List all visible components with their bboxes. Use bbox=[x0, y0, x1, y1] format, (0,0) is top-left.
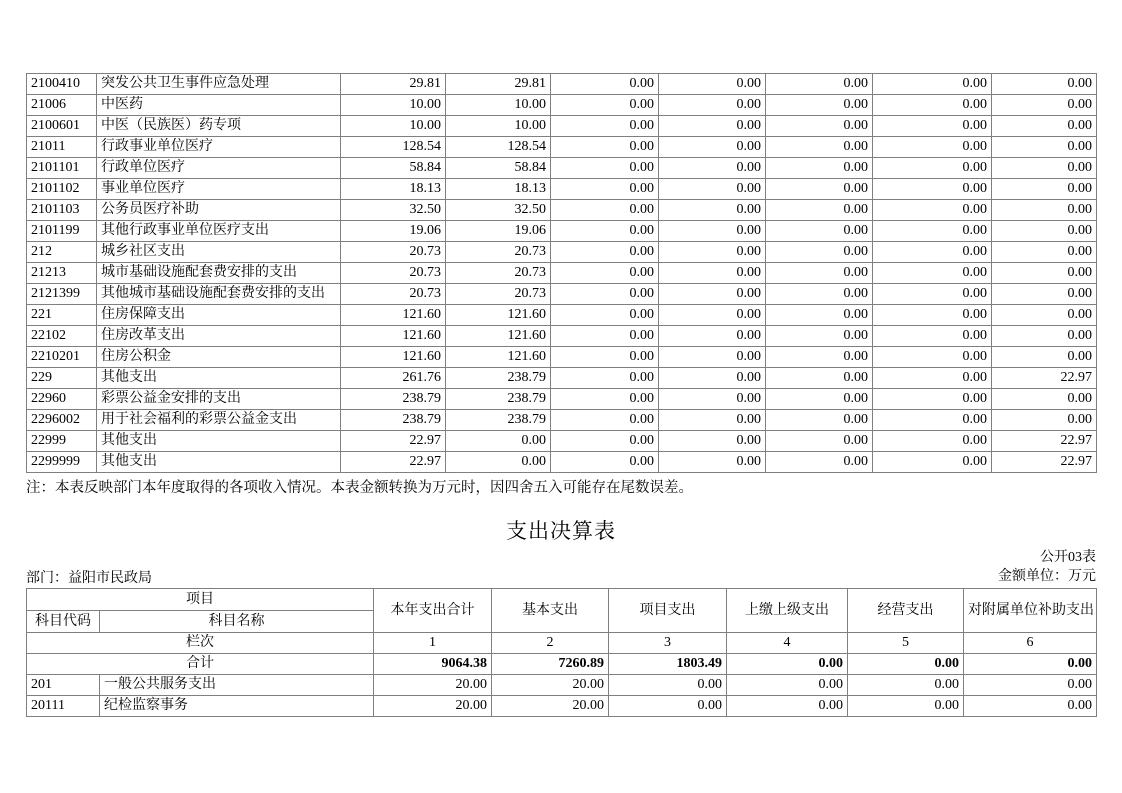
cell-amount: 0.00 bbox=[766, 179, 873, 200]
cell-amount: 22.97 bbox=[992, 452, 1097, 473]
cell-amount: 261.76 bbox=[341, 368, 446, 389]
cell-amount: 0.00 bbox=[551, 410, 659, 431]
cell-subject-name: 住房公积金 bbox=[97, 347, 341, 368]
cell-amount: 10.00 bbox=[341, 116, 446, 137]
cell-amount: 238.79 bbox=[341, 389, 446, 410]
cell-amount: 0.00 bbox=[659, 326, 766, 347]
cell-amount: 0.00 bbox=[766, 368, 873, 389]
cell-amount: 0.00 bbox=[766, 116, 873, 137]
cell-amount: 238.79 bbox=[446, 410, 551, 431]
cell-amount: 0.00 bbox=[992, 179, 1097, 200]
cell-amount: 0.00 bbox=[766, 410, 873, 431]
cell-subject-name: 城乡社区支出 bbox=[97, 242, 341, 263]
cell-amount: 0.00 bbox=[659, 158, 766, 179]
cell-amount: 0.00 bbox=[446, 452, 551, 473]
cell-amount: 0.00 bbox=[766, 326, 873, 347]
cell-amount: 20.73 bbox=[446, 242, 551, 263]
cell-subject-code: 22960 bbox=[27, 389, 97, 410]
cell-subject-name: 其他支出 bbox=[97, 452, 341, 473]
cell-amount: 0.00 bbox=[766, 389, 873, 410]
cell-amount: 238.79 bbox=[446, 389, 551, 410]
cell-amount: 0.00 bbox=[551, 221, 659, 242]
cell-amount: 0.00 bbox=[964, 696, 1097, 717]
cell-amount: 58.84 bbox=[341, 158, 446, 179]
cell-amount: 0.00 bbox=[873, 179, 992, 200]
cell-subject-code: 21213 bbox=[27, 263, 97, 284]
cell-amount: 0.00 bbox=[659, 95, 766, 116]
cell-amount: 0.00 bbox=[766, 221, 873, 242]
cell-amount: 32.50 bbox=[446, 200, 551, 221]
cell-subject-code: 2100410 bbox=[27, 74, 97, 95]
cell-amount: 0.00 bbox=[659, 284, 766, 305]
cell-subject-name: 突发公共卫生事件应急处理 bbox=[97, 74, 341, 95]
cell-amount: 0.00 bbox=[551, 263, 659, 284]
cell-amount: 0.00 bbox=[446, 431, 551, 452]
cell-amount: 0.00 bbox=[992, 410, 1097, 431]
cell-amount: 0.00 bbox=[992, 347, 1097, 368]
table-code-label: 公开03表 bbox=[1040, 550, 1096, 565]
cell-amount: 0.00 bbox=[659, 389, 766, 410]
cell-amount: 0.00 bbox=[992, 284, 1097, 305]
cell-amount: 20.00 bbox=[374, 675, 492, 696]
cell-amount: 22.97 bbox=[341, 452, 446, 473]
cell-amount: 0.00 bbox=[992, 74, 1097, 95]
cell-amount: 0.00 bbox=[551, 95, 659, 116]
cell-amount: 18.13 bbox=[341, 179, 446, 200]
cell-subject-code: 201 bbox=[27, 675, 100, 696]
lanci-number: 3 bbox=[609, 633, 727, 654]
cell-subject-code: 20111 bbox=[27, 696, 100, 717]
cell-amount: 0.00 bbox=[873, 137, 992, 158]
cell-amount: 0.00 bbox=[551, 389, 659, 410]
cell-subject-name: 用于社会福利的彩票公益金支出 bbox=[97, 410, 341, 431]
cell-amount: 238.79 bbox=[341, 410, 446, 431]
table-row bbox=[27, 410, 1097, 431]
cell-amount: 0.00 bbox=[659, 431, 766, 452]
table-row bbox=[27, 284, 1097, 305]
cell-amount: 0.00 bbox=[551, 116, 659, 137]
cell-amount: 0.00 bbox=[551, 74, 659, 95]
cell-amount: 0.00 bbox=[659, 263, 766, 284]
cell-amount: 0.00 bbox=[659, 74, 766, 95]
cell-amount: 121.60 bbox=[341, 347, 446, 368]
cell-subject-name: 事业单位医疗 bbox=[97, 179, 341, 200]
cell-amount: 19.06 bbox=[341, 221, 446, 242]
cell-amount: 0.00 bbox=[873, 305, 992, 326]
cell-subject-name: 住房保障支出 bbox=[97, 305, 341, 326]
cell-amount: 0.00 bbox=[873, 410, 992, 431]
total-value: 0.00 bbox=[848, 654, 964, 675]
cell-subject-name: 公务员医疗补助 bbox=[97, 200, 341, 221]
cell-amount: 121.60 bbox=[446, 347, 551, 368]
cell-amount: 238.79 bbox=[446, 368, 551, 389]
cell-amount: 0.00 bbox=[659, 137, 766, 158]
table-row bbox=[27, 179, 1097, 200]
cell-amount: 0.00 bbox=[551, 326, 659, 347]
lanci-number: 6 bbox=[964, 633, 1097, 654]
cell-amount: 20.73 bbox=[341, 242, 446, 263]
cell-amount: 0.00 bbox=[873, 200, 992, 221]
table-row bbox=[27, 431, 1097, 452]
cell-amount: 0.00 bbox=[551, 200, 659, 221]
cell-amount: 0.00 bbox=[659, 179, 766, 200]
table-row bbox=[27, 116, 1097, 137]
cell-amount: 0.00 bbox=[848, 675, 964, 696]
cell-subject-name: 其他支出 bbox=[97, 368, 341, 389]
cell-amount: 0.00 bbox=[992, 221, 1097, 242]
cell-amount: 20.73 bbox=[341, 284, 446, 305]
cell-amount: 128.54 bbox=[341, 137, 446, 158]
cell-subject-code: 2296002 bbox=[27, 410, 97, 431]
cell-subject-name: 其他城市基础设施配套费安排的支出 bbox=[97, 284, 341, 305]
table-row bbox=[27, 74, 1097, 95]
cell-amount: 0.00 bbox=[992, 326, 1097, 347]
cell-amount: 0.00 bbox=[873, 221, 992, 242]
cell-amount: 0.00 bbox=[873, 347, 992, 368]
table-row bbox=[27, 137, 1097, 158]
cell-amount: 0.00 bbox=[766, 158, 873, 179]
cell-amount: 0.00 bbox=[992, 200, 1097, 221]
cell-amount: 20.73 bbox=[446, 263, 551, 284]
cell-amount: 0.00 bbox=[873, 95, 992, 116]
table-row bbox=[27, 305, 1097, 326]
cell-amount: 0.00 bbox=[551, 305, 659, 326]
cell-subject-name: 中医药 bbox=[97, 95, 341, 116]
cell-subject-code: 21006 bbox=[27, 95, 97, 116]
cell-amount: 0.00 bbox=[766, 347, 873, 368]
cell-amount: 0.00 bbox=[727, 696, 848, 717]
cell-amount: 128.54 bbox=[446, 137, 551, 158]
total-row bbox=[27, 654, 1097, 675]
cell-amount: 0.00 bbox=[551, 242, 659, 263]
cell-amount: 0.00 bbox=[992, 95, 1097, 116]
cell-subject-code: 212 bbox=[27, 242, 97, 263]
total-value: 9064.38 bbox=[374, 654, 492, 675]
total-value: 7260.89 bbox=[492, 654, 609, 675]
cell-amount: 0.00 bbox=[766, 452, 873, 473]
total-value: 0.00 bbox=[727, 654, 848, 675]
table-row bbox=[27, 696, 1097, 717]
table-row bbox=[27, 452, 1097, 473]
cell-amount: 20.73 bbox=[341, 263, 446, 284]
cell-subject-name: 其他行政事业单位医疗支出 bbox=[97, 221, 341, 242]
cell-amount: 0.00 bbox=[727, 675, 848, 696]
cell-amount: 0.00 bbox=[659, 242, 766, 263]
cell-amount: 0.00 bbox=[766, 137, 873, 158]
table-row bbox=[27, 389, 1097, 410]
total-value: 1803.49 bbox=[609, 654, 727, 675]
cell-amount: 0.00 bbox=[766, 242, 873, 263]
income-table bbox=[26, 73, 1097, 473]
cell-subject-name: 行政事业单位医疗 bbox=[97, 137, 341, 158]
cell-amount: 0.00 bbox=[992, 263, 1097, 284]
cell-subject-name: 其他支出 bbox=[97, 431, 341, 452]
cell-amount: 10.00 bbox=[446, 116, 551, 137]
lanci-number: 2 bbox=[492, 633, 609, 654]
cell-amount: 0.00 bbox=[873, 431, 992, 452]
cell-amount: 0.00 bbox=[873, 389, 992, 410]
cell-subject-name: 彩票公益金安排的支出 bbox=[97, 389, 341, 410]
cell-amount: 22.97 bbox=[341, 431, 446, 452]
cell-amount: 0.00 bbox=[551, 137, 659, 158]
cell-amount: 0.00 bbox=[551, 431, 659, 452]
cell-amount: 0.00 bbox=[766, 74, 873, 95]
cell-amount: 0.00 bbox=[992, 242, 1097, 263]
cell-amount: 0.00 bbox=[659, 116, 766, 137]
cell-amount: 0.00 bbox=[766, 95, 873, 116]
header-subject-code: 科目代码 bbox=[27, 611, 100, 633]
table-note: 注：本表反映部门本年度取得的各项收入情况。本表金额转换为万元时，因四舍五入可能存在尾数误差。 bbox=[26, 480, 693, 496]
cell-subject-code: 2101101 bbox=[27, 158, 97, 179]
cell-amount: 0.00 bbox=[551, 347, 659, 368]
cell-amount: 0.00 bbox=[551, 284, 659, 305]
lanci-number: 5 bbox=[848, 633, 964, 654]
department-label: 部门：益阳市民政局 bbox=[26, 571, 152, 586]
cell-amount: 20.73 bbox=[446, 284, 551, 305]
cell-amount: 0.00 bbox=[873, 368, 992, 389]
cell-amount: 0.00 bbox=[992, 116, 1097, 137]
cell-subject-code: 2121399 bbox=[27, 284, 97, 305]
cell-amount: 121.60 bbox=[341, 305, 446, 326]
income-table-body bbox=[27, 74, 1097, 473]
table-row bbox=[27, 158, 1097, 179]
cell-amount: 0.00 bbox=[551, 158, 659, 179]
cell-amount: 0.00 bbox=[659, 200, 766, 221]
header-col-total: 本年支出合计 bbox=[374, 589, 492, 633]
total-value: 0.00 bbox=[964, 654, 1097, 675]
cell-amount: 0.00 bbox=[659, 221, 766, 242]
cell-amount: 0.00 bbox=[551, 452, 659, 473]
total-label: 合计 bbox=[27, 654, 374, 675]
cell-amount: 18.13 bbox=[446, 179, 551, 200]
cell-amount: 0.00 bbox=[766, 263, 873, 284]
cell-amount: 0.00 bbox=[766, 305, 873, 326]
cell-amount: 0.00 bbox=[766, 284, 873, 305]
header-col-subsidy: 对附属单位补助支出 bbox=[964, 589, 1097, 633]
table-row bbox=[27, 200, 1097, 221]
header-col-upper: 上缴上级支出 bbox=[727, 589, 848, 633]
lanci-number: 4 bbox=[727, 633, 848, 654]
cell-amount: 22.97 bbox=[992, 431, 1097, 452]
cell-amount: 0.00 bbox=[873, 263, 992, 284]
table-row bbox=[27, 221, 1097, 242]
cell-subject-code: 2100601 bbox=[27, 116, 97, 137]
cell-amount: 121.60 bbox=[341, 326, 446, 347]
unit-label: 金额单位：万元 bbox=[998, 569, 1096, 584]
cell-amount: 0.00 bbox=[873, 116, 992, 137]
table-row bbox=[27, 675, 1097, 696]
cell-amount: 19.06 bbox=[446, 221, 551, 242]
cell-amount: 0.00 bbox=[873, 242, 992, 263]
cell-subject-name: 城市基础设施配套费安排的支出 bbox=[97, 263, 341, 284]
cell-amount: 0.00 bbox=[659, 452, 766, 473]
lanci-label: 栏次 bbox=[27, 633, 374, 654]
cell-amount: 0.00 bbox=[766, 431, 873, 452]
table-row bbox=[27, 368, 1097, 389]
cell-amount: 0.00 bbox=[992, 389, 1097, 410]
header-col-operating: 经营支出 bbox=[848, 589, 964, 633]
cell-subject-code: 2101199 bbox=[27, 221, 97, 242]
page-title: 支出决算表 bbox=[506, 519, 616, 543]
expenditure-table-body bbox=[27, 675, 1097, 717]
header-row-project bbox=[27, 589, 1097, 611]
cell-amount: 0.00 bbox=[659, 305, 766, 326]
cell-amount: 10.00 bbox=[341, 95, 446, 116]
expenditure-table bbox=[26, 588, 1097, 717]
cell-subject-name: 住房改革支出 bbox=[97, 326, 341, 347]
lanci-row bbox=[27, 633, 1097, 654]
cell-amount: 0.00 bbox=[964, 675, 1097, 696]
cell-amount: 0.00 bbox=[848, 696, 964, 717]
header-col-project-exp: 项目支出 bbox=[609, 589, 727, 633]
cell-subject-code: 2210201 bbox=[27, 347, 97, 368]
cell-subject-name: 一般公共服务支出 bbox=[100, 675, 374, 696]
cell-amount: 0.00 bbox=[992, 137, 1097, 158]
cell-amount: 0.00 bbox=[992, 158, 1097, 179]
cell-amount: 121.60 bbox=[446, 305, 551, 326]
cell-subject-code: 22102 bbox=[27, 326, 97, 347]
cell-amount: 0.00 bbox=[609, 675, 727, 696]
lanci-number: 1 bbox=[374, 633, 492, 654]
cell-amount: 0.00 bbox=[609, 696, 727, 717]
cell-amount: 0.00 bbox=[873, 452, 992, 473]
cell-amount: 10.00 bbox=[446, 95, 551, 116]
cell-amount: 20.00 bbox=[492, 675, 609, 696]
table-row bbox=[27, 347, 1097, 368]
cell-amount: 0.00 bbox=[551, 179, 659, 200]
cell-subject-code: 2101103 bbox=[27, 200, 97, 221]
cell-amount: 0.00 bbox=[873, 284, 992, 305]
cell-subject-name: 行政单位医疗 bbox=[97, 158, 341, 179]
cell-amount: 29.81 bbox=[341, 74, 446, 95]
cell-subject-code: 2299999 bbox=[27, 452, 97, 473]
cell-amount: 0.00 bbox=[992, 305, 1097, 326]
cell-subject-code: 2101102 bbox=[27, 179, 97, 200]
cell-amount: 0.00 bbox=[766, 200, 873, 221]
cell-subject-name: 中医（民族医）药专项 bbox=[97, 116, 341, 137]
cell-amount: 32.50 bbox=[341, 200, 446, 221]
cell-amount: 29.81 bbox=[446, 74, 551, 95]
cell-amount: 0.00 bbox=[873, 326, 992, 347]
header-subject-name: 科目名称 bbox=[100, 611, 374, 633]
table-row bbox=[27, 95, 1097, 116]
table-row bbox=[27, 263, 1097, 284]
cell-subject-code: 22999 bbox=[27, 431, 97, 452]
cell-amount: 121.60 bbox=[446, 326, 551, 347]
cell-amount: 0.00 bbox=[659, 368, 766, 389]
cell-amount: 0.00 bbox=[659, 347, 766, 368]
cell-subject-code: 229 bbox=[27, 368, 97, 389]
cell-amount: 20.00 bbox=[374, 696, 492, 717]
cell-amount: 0.00 bbox=[873, 74, 992, 95]
cell-amount: 58.84 bbox=[446, 158, 551, 179]
table-row bbox=[27, 242, 1097, 263]
cell-subject-name: 纪检监察事务 bbox=[100, 696, 374, 717]
cell-amount: 0.00 bbox=[873, 158, 992, 179]
table-row bbox=[27, 326, 1097, 347]
cell-amount: 0.00 bbox=[551, 368, 659, 389]
header-project: 项目 bbox=[27, 589, 374, 611]
header-col-basic: 基本支出 bbox=[492, 589, 609, 633]
cell-subject-code: 221 bbox=[27, 305, 97, 326]
cell-amount: 22.97 bbox=[992, 368, 1097, 389]
cell-amount: 20.00 bbox=[492, 696, 609, 717]
cell-subject-code: 21011 bbox=[27, 137, 97, 158]
cell-amount: 0.00 bbox=[659, 410, 766, 431]
